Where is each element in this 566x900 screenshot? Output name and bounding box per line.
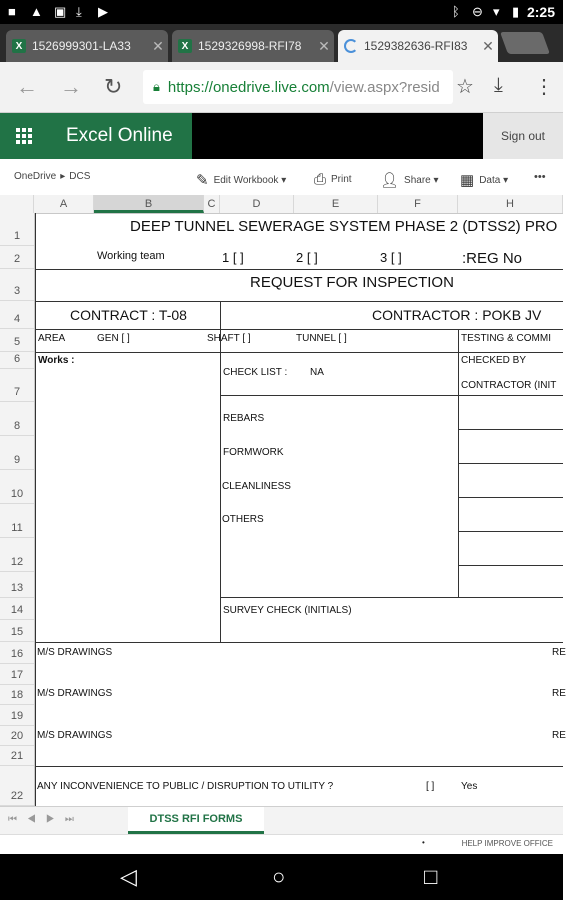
column-header-h[interactable]: H <box>458 195 563 213</box>
tab-title: 1526999301-LA33 <box>32 39 131 53</box>
cleanliness-label: CLEANLINESS <box>222 481 291 492</box>
status-footer <box>0 834 563 855</box>
download-page-icon[interactable]: ⤓ <box>494 74 503 96</box>
column-headers <box>0 195 563 214</box>
menu-kebab-icon[interactable]: ⋮ <box>534 76 554 98</box>
sheet-nav-arrows-icon[interactable]: ⏮◀▶⏭ <box>8 814 84 825</box>
excel-favicon-icon: X <box>12 39 26 53</box>
sign-out-button[interactable]: Sign out <box>483 113 563 159</box>
status-bar <box>0 0 563 24</box>
re-label-3: RE <box>552 730 566 741</box>
works-label: Works : <box>38 355 75 366</box>
row-header[interactable]: 15 <box>0 620 34 642</box>
edit-workbook-button[interactable] <box>196 171 286 189</box>
loading-spinner-icon <box>344 39 358 53</box>
row-header[interactable]: 20 <box>0 726 34 746</box>
team-1-box: 1 [ ] <box>222 250 244 265</box>
share-label: Share ▾ <box>404 174 439 186</box>
row-header[interactable]: 5 <box>0 329 34 352</box>
back-triangle-icon[interactable]: ◁ <box>120 864 137 889</box>
sheet-tab-bar <box>0 806 563 835</box>
address-bar-area <box>0 62 563 113</box>
column-header-f[interactable]: F <box>378 195 458 213</box>
warning-icon: ▲ <box>30 4 43 19</box>
row-header[interactable]: 9 <box>0 436 34 470</box>
share-person-icon: 👤︎ <box>380 172 400 189</box>
url-path: /view.aspx?resid <box>329 78 440 96</box>
home-circle-icon[interactable]: ○ <box>272 864 286 889</box>
row-header[interactable]: 14 <box>0 598 34 620</box>
data-label: Data ▾ <box>479 174 509 186</box>
request-heading: REQUEST FOR INSPECTION <box>250 274 454 291</box>
column-header-a[interactable]: A <box>34 195 94 213</box>
working-team-label: Working team <box>97 250 165 262</box>
row-header[interactable]: 6 <box>0 352 34 369</box>
tab-title: 1529326998-RFI78 <box>198 39 302 53</box>
ms-drawings-3: M/S DRAWINGS <box>37 730 113 741</box>
column-header-e[interactable]: E <box>294 195 378 213</box>
print-button[interactable] <box>314 171 352 188</box>
row-header[interactable]: 8 <box>0 402 34 436</box>
row-header[interactable]: 2 <box>0 246 34 269</box>
row-header[interactable]: 3 <box>0 269 34 301</box>
close-tab-icon[interactable]: ✕ <box>482 37 494 54</box>
browser-tab-strip <box>0 24 563 62</box>
app-launcher-icon[interactable] <box>16 128 32 144</box>
yes-checkbox: [ ] <box>426 781 435 792</box>
check-list-label: CHECK LIST : <box>223 367 288 378</box>
grid-border <box>220 597 563 598</box>
grid-border <box>35 329 563 330</box>
team-2-box: 2 [ ] <box>296 250 318 265</box>
grid-border <box>458 497 563 498</box>
row-header[interactable]: 19 <box>0 705 34 726</box>
grid-border <box>35 301 563 302</box>
row-header[interactable]: 13 <box>0 572 34 598</box>
do-not-disturb-icon: ⊖ <box>472 4 483 19</box>
tab-title: 1529382636-RFI83 <box>364 39 468 53</box>
row-header[interactable]: 16 <box>0 642 34 664</box>
column-header-c[interactable]: C <box>204 195 220 213</box>
others-label: OTHERS <box>222 514 264 525</box>
sheet-title: DEEP TUNNEL SEWERAGE SYSTEM PHASE 2 (DTSS2) PRO <box>130 218 558 235</box>
row-header[interactable]: 10 <box>0 470 34 504</box>
data-table-icon: ▦ <box>460 172 475 189</box>
survey-check-label: SURVEY CHECK (INITIALS) <box>223 605 352 616</box>
breadcrumb-folder[interactable]: DCS <box>69 171 91 182</box>
grid-border <box>458 565 563 566</box>
url-origin: https://onedrive.live.com <box>167 78 330 96</box>
column-header-d[interactable]: D <box>220 195 294 213</box>
close-tab-icon[interactable]: ✕ <box>318 37 330 54</box>
play-store-icon: ▶ <box>98 4 108 19</box>
row-header[interactable]: 1 <box>0 213 34 246</box>
gen-box: GEN [ ] <box>97 333 130 344</box>
checked-by-label: CHECKED BY <box>461 355 527 366</box>
more-options-button[interactable]: ••• <box>534 171 546 183</box>
grid-border <box>458 329 459 597</box>
forward-arrow-icon[interactable]: → <box>60 74 82 99</box>
excel-header <box>0 113 563 159</box>
grid-border <box>35 766 563 767</box>
grid-border <box>220 395 563 396</box>
back-arrow-icon[interactable]: ← <box>16 74 38 99</box>
bookmark-star-icon[interactable]: ☆ <box>456 76 474 98</box>
grid-border <box>220 301 221 642</box>
reload-icon[interactable]: ↻ <box>104 74 123 99</box>
tunnel-box: TUNNEL [ ] <box>296 333 347 344</box>
check-list-value: NA <box>310 367 324 378</box>
shaft-box: SHAFT [ ] <box>207 333 251 344</box>
column-header-b[interactable]: B <box>94 195 204 213</box>
excel-favicon-icon: X <box>178 39 192 53</box>
image-icon: ▣ <box>54 4 67 19</box>
row-header[interactable]: 4 <box>0 301 34 329</box>
wifi-icon: ▾ <box>493 4 500 19</box>
grid-border <box>35 213 36 806</box>
excel-brand-bar <box>0 113 192 159</box>
breadcrumb-separator: ▸ <box>60 171 66 182</box>
bluetooth-icon: ᛒ <box>452 4 460 19</box>
area-label: AREA <box>38 333 66 344</box>
print-label: Print <box>331 174 352 185</box>
printer-icon: ⎙ <box>314 171 327 188</box>
contractor-init-label: CONTRACTOR (INIT <box>461 380 557 391</box>
help-improve-office-link[interactable]: HELP IMPROVE OFFICE <box>461 839 553 848</box>
share-button[interactable] <box>380 171 439 189</box>
row-header[interactable]: 18 <box>0 685 34 705</box>
row-header[interactable]: 21 <box>0 746 34 766</box>
pencil-icon: ✎ <box>196 172 209 189</box>
grid-border <box>35 269 563 270</box>
close-tab-icon[interactable]: ✕ <box>152 37 164 54</box>
browser-tab-3[interactable] <box>338 30 498 62</box>
grid-border <box>458 429 563 430</box>
rebars-label: REBARS <box>223 413 265 424</box>
contract-label: CONTRACT : T-08 <box>70 307 187 323</box>
grid-border <box>35 642 563 643</box>
testing-label: TESTING & COMMI <box>461 333 551 344</box>
clock: 2:25 <box>526 4 555 20</box>
sheet-tab-dtss-rfi-forms[interactable]: DTSS RFI FORMS <box>128 807 264 834</box>
android-nav-bar <box>0 854 563 900</box>
re-label-2: RE <box>552 688 566 699</box>
browser-tab-2[interactable] <box>172 30 334 62</box>
battery-icon: ▮ <box>512 4 520 19</box>
contractor-label: CONTRACTOR : POKB JV <box>372 307 542 323</box>
status-dot-icon: • <box>422 838 425 847</box>
breadcrumb-onedrive[interactable]: OneDrive <box>14 171 57 182</box>
ms-drawings-1: M/S DRAWINGS <box>37 647 113 658</box>
lock-icon: 🔒︎ <box>153 79 160 94</box>
row-header[interactable]: 11 <box>0 504 34 538</box>
row-header[interactable]: 12 <box>0 538 34 572</box>
row-header[interactable]: 7 <box>0 369 34 402</box>
row-header[interactable]: 17 <box>0 664 34 685</box>
grid-border <box>458 463 563 464</box>
grid-border <box>35 352 563 353</box>
app-title[interactable]: Excel Online <box>66 125 173 146</box>
yes-label: Yes <box>461 781 478 792</box>
browser-tab-1[interactable] <box>6 30 168 62</box>
edit-workbook-label: Edit Workbook ▾ <box>213 174 287 186</box>
re-label-1: RE <box>552 647 566 658</box>
ribbon <box>0 159 563 195</box>
recents-square-icon[interactable]: □ <box>424 864 438 889</box>
formwork-label: FORMWORK <box>223 447 284 458</box>
grid-border <box>458 531 563 532</box>
data-button[interactable] <box>460 171 508 189</box>
inconvenience-question: ANY INCONVENIENCE TO PUBLIC / DISRUPTION TO UTILITY ? <box>37 781 334 792</box>
download-icon: ⤓ <box>76 4 82 19</box>
ms-drawings-2: M/S DRAWINGS <box>37 688 113 699</box>
breadcrumb <box>14 171 90 182</box>
team-3-box: 3 [ ] <box>380 250 402 265</box>
select-all-corner[interactable] <box>0 195 34 213</box>
reg-no-label: :REG No <box>462 250 523 267</box>
url-input[interactable] <box>143 70 453 104</box>
notification-square-icon: ■ <box>8 4 16 19</box>
new-tab-button[interactable] <box>500 32 550 54</box>
row-header[interactable]: 22 <box>0 766 34 806</box>
